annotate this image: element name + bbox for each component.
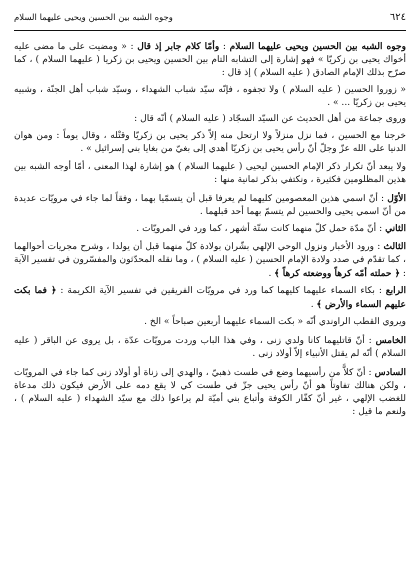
bold-text: الثاني bbox=[385, 223, 406, 234]
page-header bbox=[14, 10, 406, 28]
bold-text: الثالث bbox=[383, 240, 406, 252]
paragraph bbox=[14, 222, 406, 236]
text-run: « زوروا الحسين ( عليه السلام ) ولا تجفوه ، فإنّه سيّد شباب الشهداء ، وسيّد شباب أهل الجنّة ، وشبيه يحيى بن زكريّا ... » . bbox=[14, 84, 406, 108]
text-run: : بكاء السماء عليهما كليهما كما ورد في مرويّات الفريقين في تفسير الآية الكريمة : bbox=[56, 286, 386, 296]
paragraph bbox=[14, 113, 406, 126]
paragraph bbox=[14, 40, 406, 80]
text-run: ويروي القطب الراوندي أنّه « بكت السماء عليهما أربعين صباحاً » الخ . bbox=[144, 316, 406, 327]
text-run: وروى جماعة من أهل الحديث عن السيّد السجّاد ( عليه السلام ) أنّه قال : bbox=[134, 114, 406, 124]
paragraph bbox=[14, 240, 406, 281]
paragraph bbox=[14, 366, 406, 419]
bold-text: ﴿ فما بكت عليهم السماء والأرض ﴾ bbox=[14, 285, 406, 310]
page-number: ٦٢٤ bbox=[389, 12, 406, 23]
text-run: . bbox=[268, 268, 275, 279]
paragraph bbox=[14, 334, 406, 361]
bold-text: وأمّا كلام جابر إذ قال bbox=[137, 41, 220, 52]
text-run: ولا يبعد أنّ تكرار ذكر الإمام الحسين ليحيى ( عليهما السلام ) هو إشارة لهذا المعنى ، أمّا أوجه الشبه بين هذين المظلومين فكثيرة ، ونكتفي بذكر ثمانية منها : bbox=[14, 161, 406, 185]
bold-text: السادس bbox=[374, 366, 406, 378]
running-title: وجوه الشبه بين الحسين ويحيى عليهما السلام bbox=[14, 13, 173, 23]
text-run: خرجنا مع الحسين ، فما نزل منزلاً ولا ارتحل منه إلاّ ذكر يحيى بن زكريّا وقتْله ، وقال يوماً : ومن هوان الدنيا على الله عزّ وجلّ أنّ رأس يحيى بن زكريّا أهدي إلى بغيّ من بغايا بني إسرائيل » . bbox=[14, 130, 406, 154]
text-run: : أنّ قاتليهما كانا ولدي زنى ، وفي هذا الباب وردت مرويّات عدّة ، بل يروى عن الباقر ( عليه السلام ) أنّه لم يقتل الأنبياء إلاّ أولاد زنى . bbox=[14, 335, 406, 359]
paragraph bbox=[14, 84, 406, 110]
bold-text: الخامس bbox=[375, 334, 406, 346]
header-rule bbox=[14, 30, 406, 31]
text-run: : bbox=[219, 42, 230, 52]
text-run: : « ومضيت على ما مضى عليه أخواك يحيى بن زكريّا » فهو إشارة إلى التشابه التام بين الحسين ويحيى بن زكريا ( عليهما السلام ) ، كما صرّح بذلك الإمام الصادق ( عليه السلام ) إذ قال : bbox=[14, 42, 406, 78]
text-run: . bbox=[310, 300, 317, 310]
text-run: : أنّ كلاًّ من رأسيهما وضع في طست ذهبيّ ، والهدي إلى زناة أو أولاد زنى كما جاء في المرويّات ، ولكن هنالك تفاوتاً هو أنّ رأس يحيى جزّ في طست كي لا يقع دمه على الأرض فيكون ذلك مدعاة للغضب الإلهي ، غير أنّ كفّار الكوفة وأتباع بني أميّة لم يراعوا ذلك مع سيّد الشهداء ( عليه السلام ) ، ولنعم ما قيل : bbox=[14, 367, 406, 417]
paragraph bbox=[14, 284, 406, 312]
bold-text: الأوّل bbox=[387, 192, 406, 204]
text-run: : ورود الأخبار ونزول الوحي الإلهي بشّران بولادة كلّ منهما قبل أن يولدا ، وشرح مجريات أحوالهما ، كما تقدّم في صدد ولادة الإمام الحسين ( عليه السلام ) ، وما نقله المحدّثون والمفسّرون في تفسير الآية : bbox=[14, 241, 406, 279]
text-run: : أنّ مدّة حمل كلّ منهما كانت ستّة أشهر ، كما ورد في المرويّات . bbox=[136, 224, 386, 234]
page-body bbox=[14, 40, 406, 576]
bold-text: ﴿ حملته أمّه كرهاً ووضعته كرهاً ﴾ bbox=[274, 267, 401, 279]
paragraph bbox=[14, 316, 406, 329]
bold-text: الرابع bbox=[385, 285, 406, 296]
paragraph bbox=[14, 161, 406, 187]
bold-text: وجوه الشبه بين الحسين ويحيى عليهما السلام bbox=[229, 41, 406, 52]
paragraph bbox=[14, 192, 406, 219]
text-run: : أنّ اسمي هذين المعصومين كليهما لم يعرفا قبل أن يتسمّيا بهما ، وفقاً لما جاء في مرويّات عديدة من أنّ اسمي يحيى والحسين لم يتسمّ بهما أحد قبلهما . bbox=[14, 193, 406, 217]
paragraph bbox=[14, 130, 406, 156]
